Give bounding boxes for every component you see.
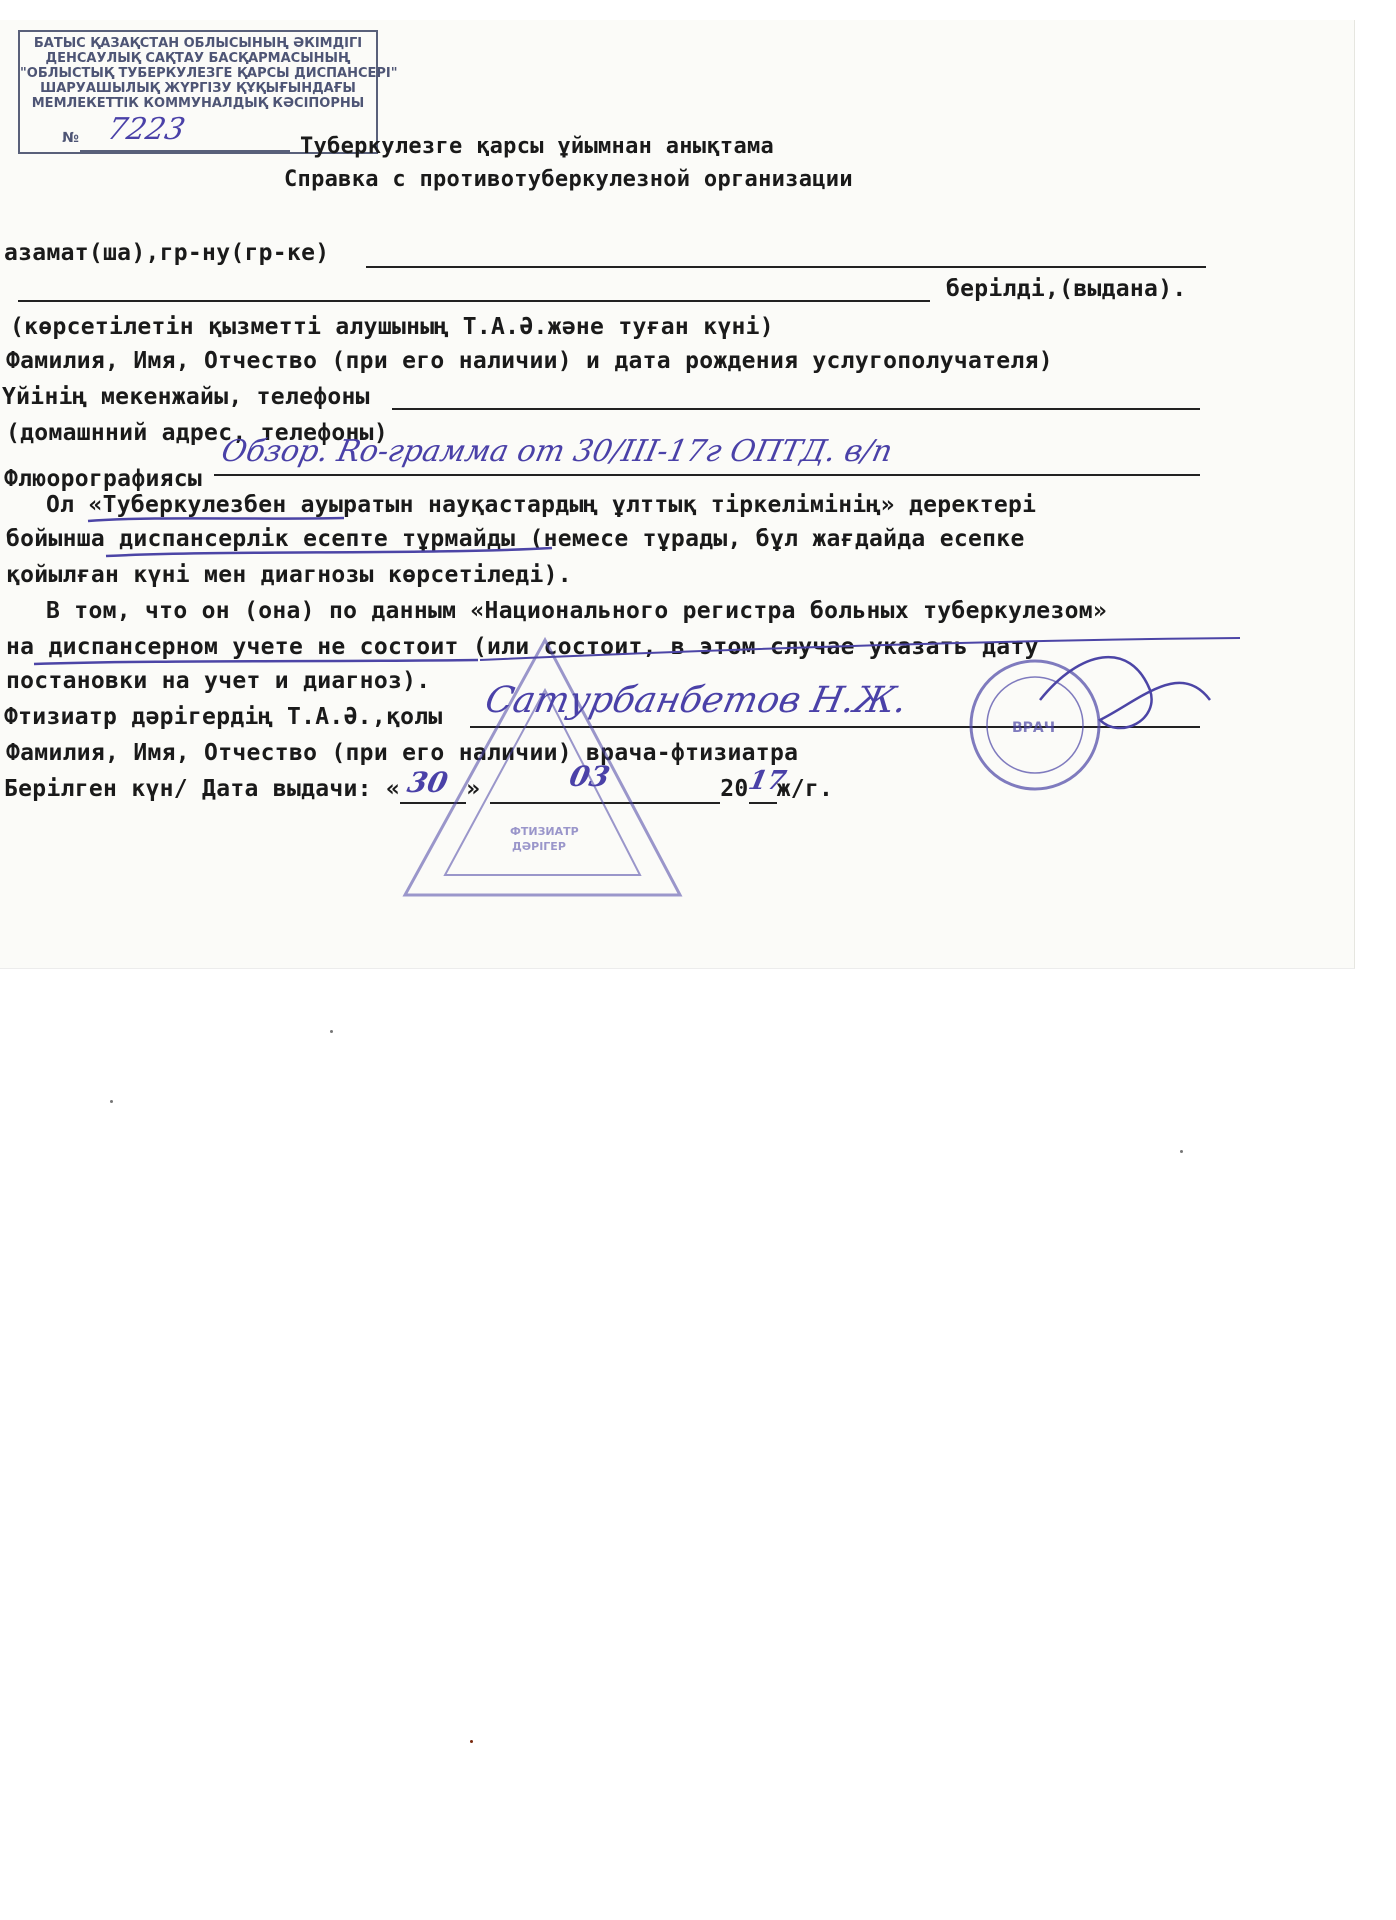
citizen-underline-2	[18, 300, 930, 302]
issued-label: берілді,(выдана).	[946, 276, 1187, 302]
speck	[330, 1030, 333, 1033]
triangle-text-2: ДӘРІГЕР	[512, 840, 566, 853]
stamp-number-underline	[80, 150, 290, 152]
citizen-underline	[366, 266, 1206, 268]
body-kz-line-1: Ол «Туберкулезбен ауыратын науқастардың ұлттық тіркелімінің» деректері	[46, 492, 1037, 518]
date-day: 30	[404, 766, 452, 799]
stamp-line-2: ДЕНСАУЛЫҚ САҚТАУ БАСҚАРМАСЫНЫҢ	[45, 51, 351, 66]
doctor-value: Сатурбанбетов Н.Ж.	[481, 680, 911, 721]
round-stamp-center: ВРАЧ	[1012, 720, 1056, 736]
doctor-underline	[470, 726, 1200, 728]
doctor-label: Фтизиатр дәрігердің Т.А.Ә.,қолы	[4, 704, 443, 730]
speck	[470, 1740, 473, 1743]
triangle-text-1: ФТИЗИАТР	[510, 825, 579, 838]
date-label: Берілген күн/ Дата выдачи: «	[4, 776, 401, 802]
date-row	[4, 760, 834, 804]
title-ru: Справка с противотуберкулезной организации	[284, 167, 853, 192]
body-ru-line-2: на диспансерном учете не состоит (или состоит, в этом случае указать дату	[6, 634, 1039, 660]
date-year-suffix: 17	[745, 766, 789, 796]
fluoro-underline	[214, 474, 1200, 476]
date-month: 03	[566, 760, 614, 793]
speck	[110, 1100, 113, 1103]
date-month-field	[490, 760, 720, 804]
name-hint-ru: Фамилия, Имя, Отчество (при его наличии) и дата рождения услугополучателя)	[6, 348, 1053, 374]
stamp-line-1: БАТЫС ҚАЗАҚСТАН ОБЛЫСЫНЫҢ ӘКІМДІГІ	[33, 36, 363, 51]
date-tail: ж/г.	[776, 776, 834, 802]
body-kz-line-2: бойынша диспансерлік есепте тұрмайды (немесе тұрады, бұл жағдайда есепке	[6, 526, 1025, 552]
address-underline	[392, 408, 1200, 410]
date-day-field	[400, 766, 466, 804]
date-sep: »	[466, 776, 481, 802]
date-year-prefix: 20	[720, 776, 749, 802]
body-ru-line-1: В том, что он (она) по данным «Национального регистра больных туберкулезом»	[46, 598, 1108, 624]
stamp-number-label: №	[62, 130, 79, 146]
body-ru-line-3: постановки на учет и диагноз).	[6, 668, 431, 694]
doctor-hint: Фамилия, Имя, Отчество (при его наличии) врача-фтизиатра	[6, 740, 799, 766]
stamp-line-5: МЕМЛЕКЕТТІК КОММУНАЛДЫҚ КӘСІПОРНЫ	[31, 96, 365, 111]
stamp-number-value: 7223	[104, 112, 189, 147]
fluoro-value: Обзор. Rо-грамма от 30/III-17г ОПТД. в/п	[218, 434, 896, 469]
address-hint: (домашнний адрес, телефоны)	[6, 420, 388, 446]
fluoro-label: Флюорографиясы	[4, 466, 203, 492]
stamp-line-4: ШАРУАШЫЛЫҚ ЖҮРГІЗУ ҚҰҚЫҒЫНДАҒЫ	[40, 81, 356, 96]
title-kz: Туберкулезге қарсы ұйымнан анықтама	[300, 134, 775, 159]
citizen-label: азамат(ша),гр-ну(гр-ке)	[4, 240, 330, 266]
address-label: Үйінің мекенжайы, телефоны	[2, 384, 370, 410]
name-hint-kz: (көрсетілетін қызметті алушының Т.А.Ә.және туған күні)	[10, 314, 774, 340]
date-year-field	[745, 766, 789, 804]
stamp-line-3: "ОБЛЫСТЫҚ ТУБЕРКУЛЕЗГЕ ҚАРСЫ ДИСПАНСЕРІ"	[20, 66, 398, 81]
speck	[1180, 1150, 1183, 1153]
body-kz-line-3: қойылған күні мен диагнозы көрсетіледі).	[6, 562, 572, 588]
